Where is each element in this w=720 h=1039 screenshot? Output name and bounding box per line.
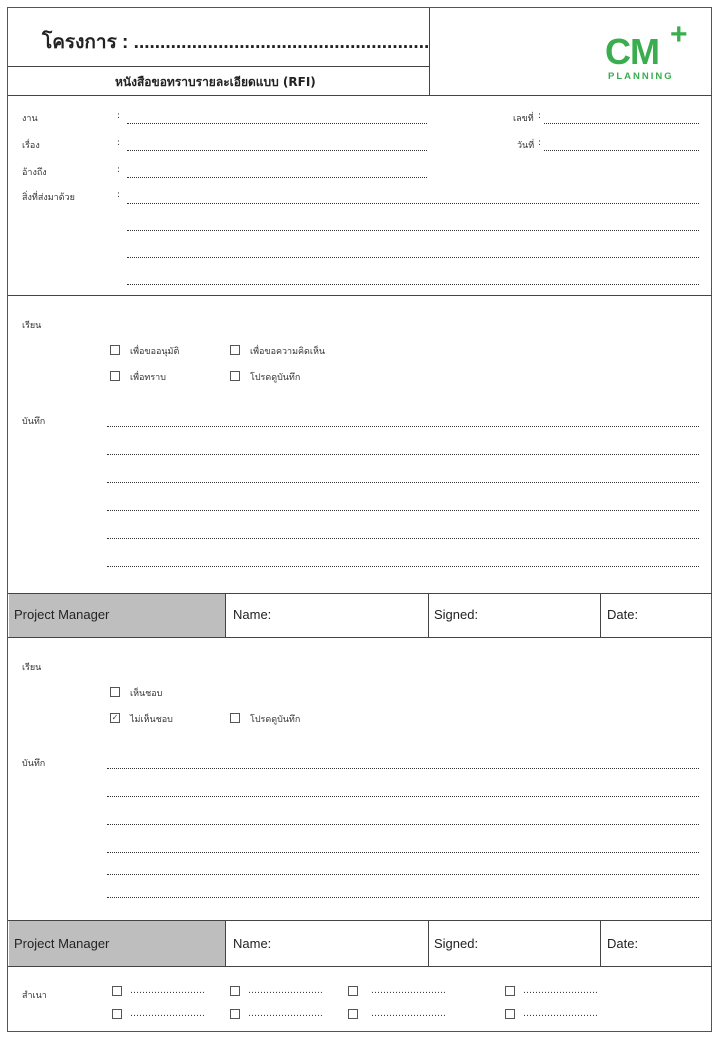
field-colon-number: : (538, 111, 542, 121)
section2-note-label: บันทึก (22, 759, 46, 769)
option-see-note-2: โปรดดูบันทึก (250, 715, 301, 725)
info-bottom-line (8, 295, 712, 296)
section1-note-line-5[interactable] (107, 538, 699, 539)
field-label-enclosure: สิ่งที่ส่งมาด้วย (22, 193, 75, 203)
sig2-name-label: Name: (233, 936, 272, 951)
checkbox-see-note-2[interactable] (230, 713, 240, 723)
sig2-divider-2 (428, 920, 429, 967)
sig2-divider-3 (600, 920, 601, 967)
section1-note-label: บันทึก (22, 417, 46, 427)
field-line-number[interactable] (544, 123, 699, 124)
field-colon-subject: : (117, 138, 121, 148)
sig2-date-label: Date: (607, 936, 639, 951)
field-colon-enclosure: : (117, 190, 121, 200)
copy-checkbox-4[interactable] (505, 986, 515, 996)
project-title: โครงการ : ........................................................ (42, 32, 430, 53)
copy-checkbox-1[interactable] (112, 986, 122, 996)
logo-cm-text: CM (605, 31, 659, 72)
copy-blank-3: ……………………. (371, 986, 446, 996)
sig1-divider-2 (428, 593, 429, 638)
field-label-reference: อ้างถึง (22, 168, 47, 178)
checkbox-for-information[interactable] (110, 371, 120, 381)
field-line-enclosure-2[interactable] (127, 230, 699, 231)
sig2-divider-1 (225, 920, 226, 967)
field-line-work[interactable] (127, 123, 427, 124)
sig1-name-label: Name: (233, 607, 272, 622)
copy-checkbox-8[interactable] (505, 1009, 515, 1019)
field-label-date: วันที่ (517, 141, 535, 151)
section1-to-label: เรียน (22, 321, 42, 331)
sig1-role-label: Project Manager (14, 607, 110, 622)
option-for-opinion: เพื่อขอความคิดเห็น (250, 347, 326, 357)
section2-note-line-3[interactable] (107, 824, 699, 825)
copy-checkbox-5[interactable] (112, 1009, 122, 1019)
field-colon-work: : (117, 111, 121, 121)
sig1-divider-1 (225, 593, 226, 638)
field-line-reference[interactable] (127, 177, 427, 178)
copy-checkbox-7[interactable] (348, 1009, 358, 1019)
copy-checkbox-2[interactable] (230, 986, 240, 996)
copy-blank-4: ……………………. (523, 986, 598, 996)
rfi-form-frame (7, 7, 712, 1032)
rfi-title: หนังสือขอทราบรายละเอียดแบบ (RFI) (115, 75, 316, 89)
copy-blank-8: ……………………. (523, 1009, 598, 1019)
field-colon-reference: : (117, 165, 121, 175)
copies-label: สำเนา (22, 991, 47, 1001)
logo-plus-icon: + (670, 18, 688, 51)
section1-note-line-4[interactable] (107, 510, 699, 511)
sig1-signed-label: Signed: (434, 607, 479, 622)
checkbox-agree[interactable] (110, 687, 120, 697)
section1-note-line-3[interactable] (107, 482, 699, 483)
field-line-date[interactable] (544, 150, 699, 151)
logo-planning-text: PLANNING (608, 71, 674, 82)
option-agree: เห็นชอบ (130, 689, 163, 699)
checkbox-for-approval[interactable] (110, 345, 120, 355)
field-label-work: งาน (22, 114, 38, 124)
sig1-bottom-line (8, 637, 712, 638)
option-disagree: ไม่เห็นชอบ (130, 715, 173, 725)
section1-note-line-1[interactable] (107, 426, 699, 427)
copy-blank-6: ……………………. (248, 1009, 323, 1019)
copy-blank-5: ……………………. (130, 1009, 205, 1019)
section2-note-line-4[interactable] (107, 852, 699, 853)
field-line-enclosure-4[interactable] (127, 284, 699, 285)
option-see-note: โปรดดูบันทึก (250, 373, 301, 383)
field-label-number: เลขที่ (513, 114, 534, 124)
section2-note-line-1[interactable] (107, 768, 699, 769)
field-line-subject[interactable] (127, 150, 427, 151)
header-bottom-line (8, 95, 712, 96)
sig2-role-label: Project Manager (14, 936, 110, 951)
section2-to-label: เรียน (22, 663, 42, 673)
sig2-signed-label: Signed: (434, 936, 479, 951)
checkbox-for-opinion[interactable] (230, 345, 240, 355)
field-line-enclosure-3[interactable] (127, 257, 699, 258)
copy-checkbox-3[interactable] (348, 986, 358, 996)
section2-note-line-5[interactable] (107, 874, 699, 875)
section2-note-line-6[interactable] (107, 897, 699, 898)
sig1-divider-3 (600, 593, 601, 638)
copy-checkbox-6[interactable] (230, 1009, 240, 1019)
copy-blank-2: ……………………. (248, 986, 323, 996)
header-mid-line (8, 66, 429, 67)
sig1-date-label: Date: (607, 607, 639, 622)
option-for-approval: เพื่อขออนุมัติ (130, 347, 180, 357)
copy-blank-7: ……………………. (371, 1009, 446, 1019)
section1-note-line-2[interactable] (107, 454, 699, 455)
copy-blank-1: ……………………. (130, 986, 205, 996)
checkbox-disagree[interactable]: ✓ (111, 713, 119, 722)
field-label-subject: เรื่อง (22, 141, 40, 151)
section2-note-line-2[interactable] (107, 796, 699, 797)
field-line-enclosure-1[interactable] (127, 203, 699, 204)
option-for-information: เพื่อทราบ (130, 373, 166, 383)
section1-note-line-6[interactable] (107, 566, 699, 567)
checkbox-see-note[interactable] (230, 371, 240, 381)
sig2-bottom-line (8, 966, 712, 967)
field-colon-date: : (538, 138, 542, 148)
